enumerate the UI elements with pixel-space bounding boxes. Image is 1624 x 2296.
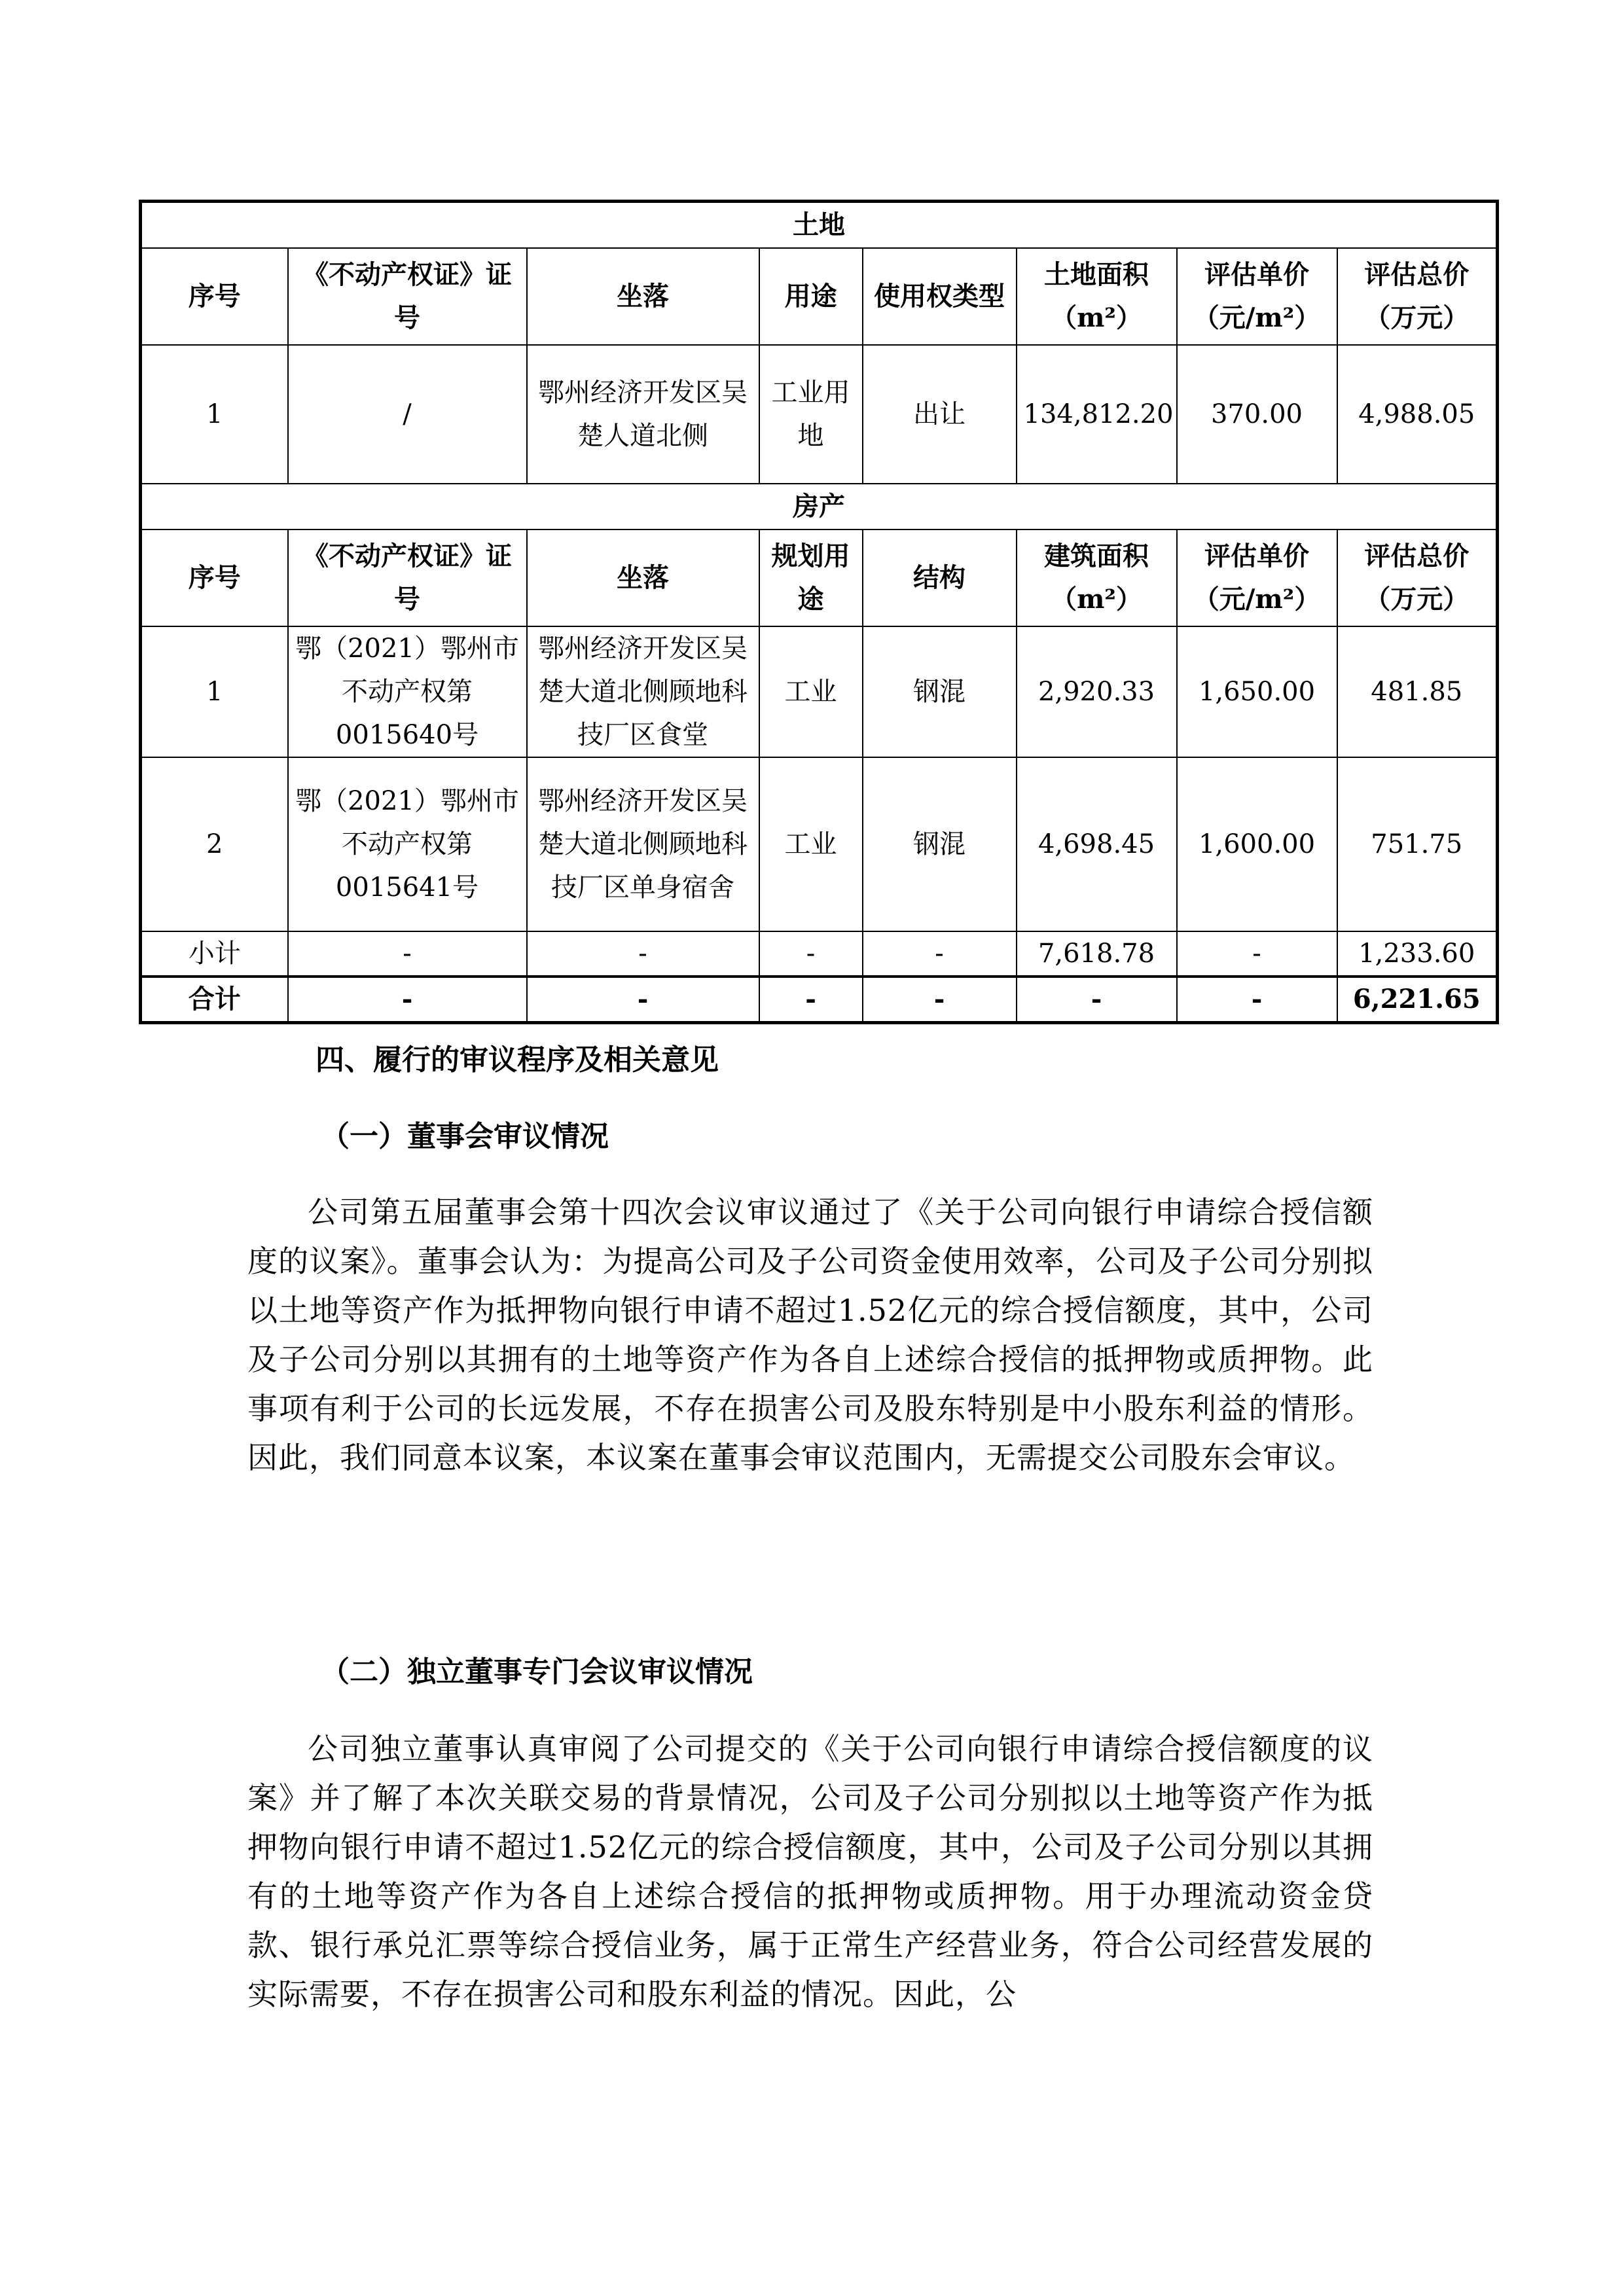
table-cell: 工业用地 bbox=[759, 345, 863, 484]
table-cell: - bbox=[1017, 977, 1177, 1023]
land-section-title: 土地 bbox=[141, 202, 1498, 249]
table-cell: 小计 bbox=[141, 931, 288, 977]
independent-directors-paragraph: 公司独立董事认真审阅了公司提交的《关于公司向银行申请综合授信额度的议案》并了解了本次关联交易的背景情况，公司及子公司分别拟以土地等资产作为抵押物向银行申请不超过1.52亿元的综合授信额度，其中，公司及子公司分别以其拥有的土地等资产作为各自上述综合授信的抵押物或质押物。用于办理流动资金贷款、银行承兑汇票等综合授信业务，属于正常生产经营业务，符合公司经营发展的实际需要，不存在损害公司和股东利益的情况。因此，公 bbox=[247, 1731, 1373, 2012]
header-cell: 《不动产权证》证号 bbox=[288, 248, 527, 345]
header-cell: 序号 bbox=[141, 529, 288, 626]
table-cell: 2 bbox=[141, 757, 288, 931]
header-cell: 《不动产权证》证号 bbox=[288, 529, 527, 626]
subtotal-row bbox=[141, 931, 1498, 977]
table-cell: - bbox=[863, 977, 1017, 1023]
table-cell: - bbox=[863, 931, 1017, 977]
table-cell: 合计 bbox=[141, 977, 288, 1023]
header-cell: 用途 bbox=[759, 248, 863, 345]
table-cell: 1 bbox=[141, 626, 288, 757]
table-cell: 1,600.00 bbox=[1177, 757, 1337, 931]
table-cell: 134,812.20 bbox=[1017, 345, 1177, 484]
header-cell: 评估单价（元/m²） bbox=[1177, 529, 1337, 626]
table-cell: 鄂州经济开发区吴楚大道北侧顾地科技厂区食堂 bbox=[527, 626, 759, 757]
table-cell: - bbox=[1177, 931, 1337, 977]
table-cell: - bbox=[759, 931, 863, 977]
table-cell: 751.75 bbox=[1337, 757, 1498, 931]
header-cell: 土地面积（m²） bbox=[1017, 248, 1177, 345]
header-cell: 评估总价（万元） bbox=[1337, 529, 1498, 626]
header-cell: 评估总价（万元） bbox=[1337, 248, 1498, 345]
table-cell: - bbox=[288, 931, 527, 977]
header-cell: 结构 bbox=[863, 529, 1017, 626]
table-cell: / bbox=[288, 345, 527, 484]
table-cell: 工业 bbox=[759, 626, 863, 757]
table-cell: 481.85 bbox=[1337, 626, 1498, 757]
header-cell: 坐落 bbox=[527, 248, 759, 345]
table-cell: 鄂州经济开发区吴楚大道北侧顾地科技厂区单身宿舍 bbox=[527, 757, 759, 931]
asset-valuation-table bbox=[139, 200, 1499, 1024]
table-cell: 1,233.60 bbox=[1337, 931, 1498, 977]
house-section-title: 房产 bbox=[141, 484, 1498, 529]
table-row bbox=[141, 626, 1498, 757]
table-cell: 370.00 bbox=[1177, 345, 1337, 484]
table-cell: - bbox=[527, 977, 759, 1023]
subsection-heading-independent-directors: （二）独立董事专门会议审议情况 bbox=[321, 1655, 753, 1689]
header-cell: 使用权类型 bbox=[863, 248, 1017, 345]
table-cell: 4,988.05 bbox=[1337, 345, 1498, 484]
header-cell: 坐落 bbox=[527, 529, 759, 626]
section-heading: 四、履行的审议程序及相关意见 bbox=[316, 1043, 719, 1077]
table-cell: - bbox=[527, 931, 759, 977]
table-cell: 4,698.45 bbox=[1017, 757, 1177, 931]
table-cell: - bbox=[288, 977, 527, 1023]
table-row bbox=[141, 757, 1498, 931]
board-review-paragraph: 公司第五届董事会第十四次会议审议通过了《关于公司向银行申请综合授信额度的议案》。董事会认为：为提高公司及子公司资金使用效率，公司及子公司分别拟以土地等资产作为抵押物向银行申请不超过1.52亿元的综合授信额度，其中，公司及子公司分别以其拥有的土地等资产作为各自上述综合授信的抵押物或质押物。此事项有利于公司的长远发展，不存在损害公司及股东特别是中小股东利益的情形。因此，我们同意本议案，本议案在董事会审议范围内，无需提交公司股东会审议。 bbox=[247, 1194, 1373, 1475]
subsection-heading-board: （一）董事会审议情况 bbox=[321, 1120, 609, 1153]
total-row bbox=[141, 977, 1498, 1023]
table-cell: 鄂州经济开发区吴楚人道北侧 bbox=[527, 345, 759, 484]
table-cell: 钢混 bbox=[863, 626, 1017, 757]
table-cell: - bbox=[1177, 977, 1337, 1023]
header-cell: 规划用途 bbox=[759, 529, 863, 626]
table-row bbox=[141, 345, 1498, 484]
table-cell: 工业 bbox=[759, 757, 863, 931]
land-header-row bbox=[141, 248, 1498, 345]
table-cell: 6,221.65 bbox=[1337, 977, 1498, 1023]
header-cell: 序号 bbox=[141, 248, 288, 345]
header-cell: 建筑面积（m²） bbox=[1017, 529, 1177, 626]
table-cell: 1 bbox=[141, 345, 288, 484]
table-cell: 出让 bbox=[863, 345, 1017, 484]
table-cell: 钢混 bbox=[863, 757, 1017, 931]
table-cell: - bbox=[759, 977, 863, 1023]
table-cell: 7,618.78 bbox=[1017, 931, 1177, 977]
table-cell: 鄂（2021）鄂州市不动产权第0015640号 bbox=[288, 626, 527, 757]
table-cell: 2,920.33 bbox=[1017, 626, 1177, 757]
header-cell: 评估单价（元/m²） bbox=[1177, 248, 1337, 345]
table-cell: 1,650.00 bbox=[1177, 626, 1337, 757]
house-header-row bbox=[141, 529, 1498, 626]
table-cell: 鄂（2021）鄂州市不动产权第0015641号 bbox=[288, 757, 527, 931]
